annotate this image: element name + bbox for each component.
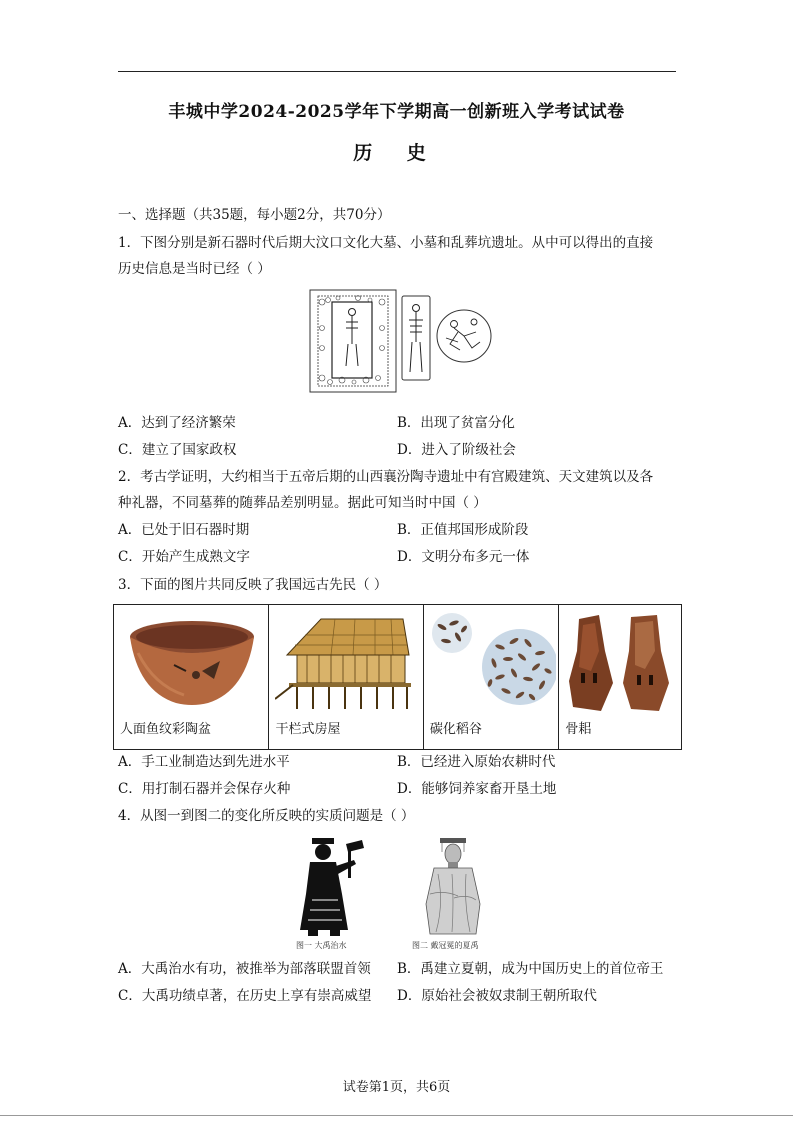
header-rule	[118, 71, 676, 72]
q4-figure2-crowned-yu	[414, 834, 494, 938]
q2-option-c[interactable]: C．开始产生成熟文字	[118, 549, 250, 565]
q1-tombs-figure	[308, 288, 494, 394]
q1-option-d[interactable]: D．进入了阶级社会	[397, 442, 516, 458]
q2-option-b[interactable]: B．正值邦国形成阶段	[397, 522, 529, 538]
q3-stem: 3．下面的图片共同反映了我国远古先民（ ）	[118, 577, 388, 593]
q4-figure1-yu-controls-flood	[290, 834, 372, 938]
bottom-rule	[0, 1115, 793, 1116]
q4-option-c[interactable]: C．大禹功绩卓著，在历史上享有崇高威望	[118, 988, 372, 1004]
q3-option-b[interactable]: B．已经进入原始农耕时代	[397, 754, 556, 770]
q1-option-c[interactable]: C．建立了国家政权	[118, 442, 237, 458]
q4-option-b[interactable]: B．禹建立夏朝，成为中国历史上的首位帝王	[397, 961, 664, 977]
stilt-house-image	[275, 613, 417, 713]
q3-caption-pottery: 人面鱼纹彩陶盆	[120, 722, 212, 737]
q2-stem-line1: 2．考古学证明，大约相当于五帝后期的山西襄汾陶寺遗址中有宫殿建筑、天文建筑以及各	[118, 469, 654, 485]
q3-option-a[interactable]: A．手工业制造达到先进水平	[118, 754, 290, 770]
subject-title: 历 史	[353, 142, 440, 164]
page-footer: 试卷第1页，共6页	[342, 1080, 451, 1095]
q3-option-c[interactable]: C．用打制石器并会保存火种	[118, 781, 291, 797]
section-heading: 一、选择题（共35题，每小题2分，共70分）	[118, 207, 391, 223]
exam-title: 丰城中学2024-2025学年下学期高一创新班入学考试试卷	[168, 102, 625, 122]
q3-option-d[interactable]: D．能够饲养家畜开垦土地	[397, 781, 557, 797]
q2-option-d[interactable]: D．文明分布多元一体	[397, 549, 530, 565]
q3-caption-rice: 碳化稻谷	[429, 722, 482, 737]
bone-spade-image	[565, 611, 677, 717]
carbonized-rice-image	[428, 611, 556, 715]
q3-cell-rice	[424, 605, 560, 749]
q3-cell-house	[269, 605, 423, 749]
q3-cell-bone-spade	[559, 605, 681, 749]
q3-caption-house: 干栏式房屋	[275, 722, 341, 737]
q3-image-table	[113, 604, 682, 750]
q4-figure1-caption: 图一 大禹治水	[296, 941, 347, 950]
q4-stem: 4．从图一到图二的变化所反映的实质问题是（ ）	[118, 808, 415, 824]
q2-stem-line2: 种礼器，不同墓葬的随葬品差别明显。据此可知当时中国（ ）	[118, 495, 487, 511]
q1-stem-line2: 历史信息是当时已经（ ）	[118, 261, 271, 277]
q1-stem-line1: 1．下图分别是新石器时代后期大汶口文化大墓、小墓和乱葬坑遗址。从中可以得出的直接	[118, 235, 654, 251]
pottery-basin-image	[124, 613, 260, 713]
q3-caption-bone-spade: 骨耜	[565, 722, 592, 737]
q4-option-a[interactable]: A．大禹治水有功，被推举为部落联盟首领	[118, 961, 371, 977]
q2-option-a[interactable]: A．已处于旧石器时期	[118, 522, 250, 538]
q3-cell-pottery	[114, 605, 269, 749]
q1-option-a[interactable]: A．达到了经济繁荣	[118, 415, 236, 431]
q4-option-d[interactable]: D．原始社会被奴隶制王朝所取代	[397, 988, 597, 1004]
q4-figure2-caption: 图二 戴冠冕的夏禹	[412, 941, 479, 950]
q1-option-b[interactable]: B．出现了贫富分化	[397, 415, 515, 431]
